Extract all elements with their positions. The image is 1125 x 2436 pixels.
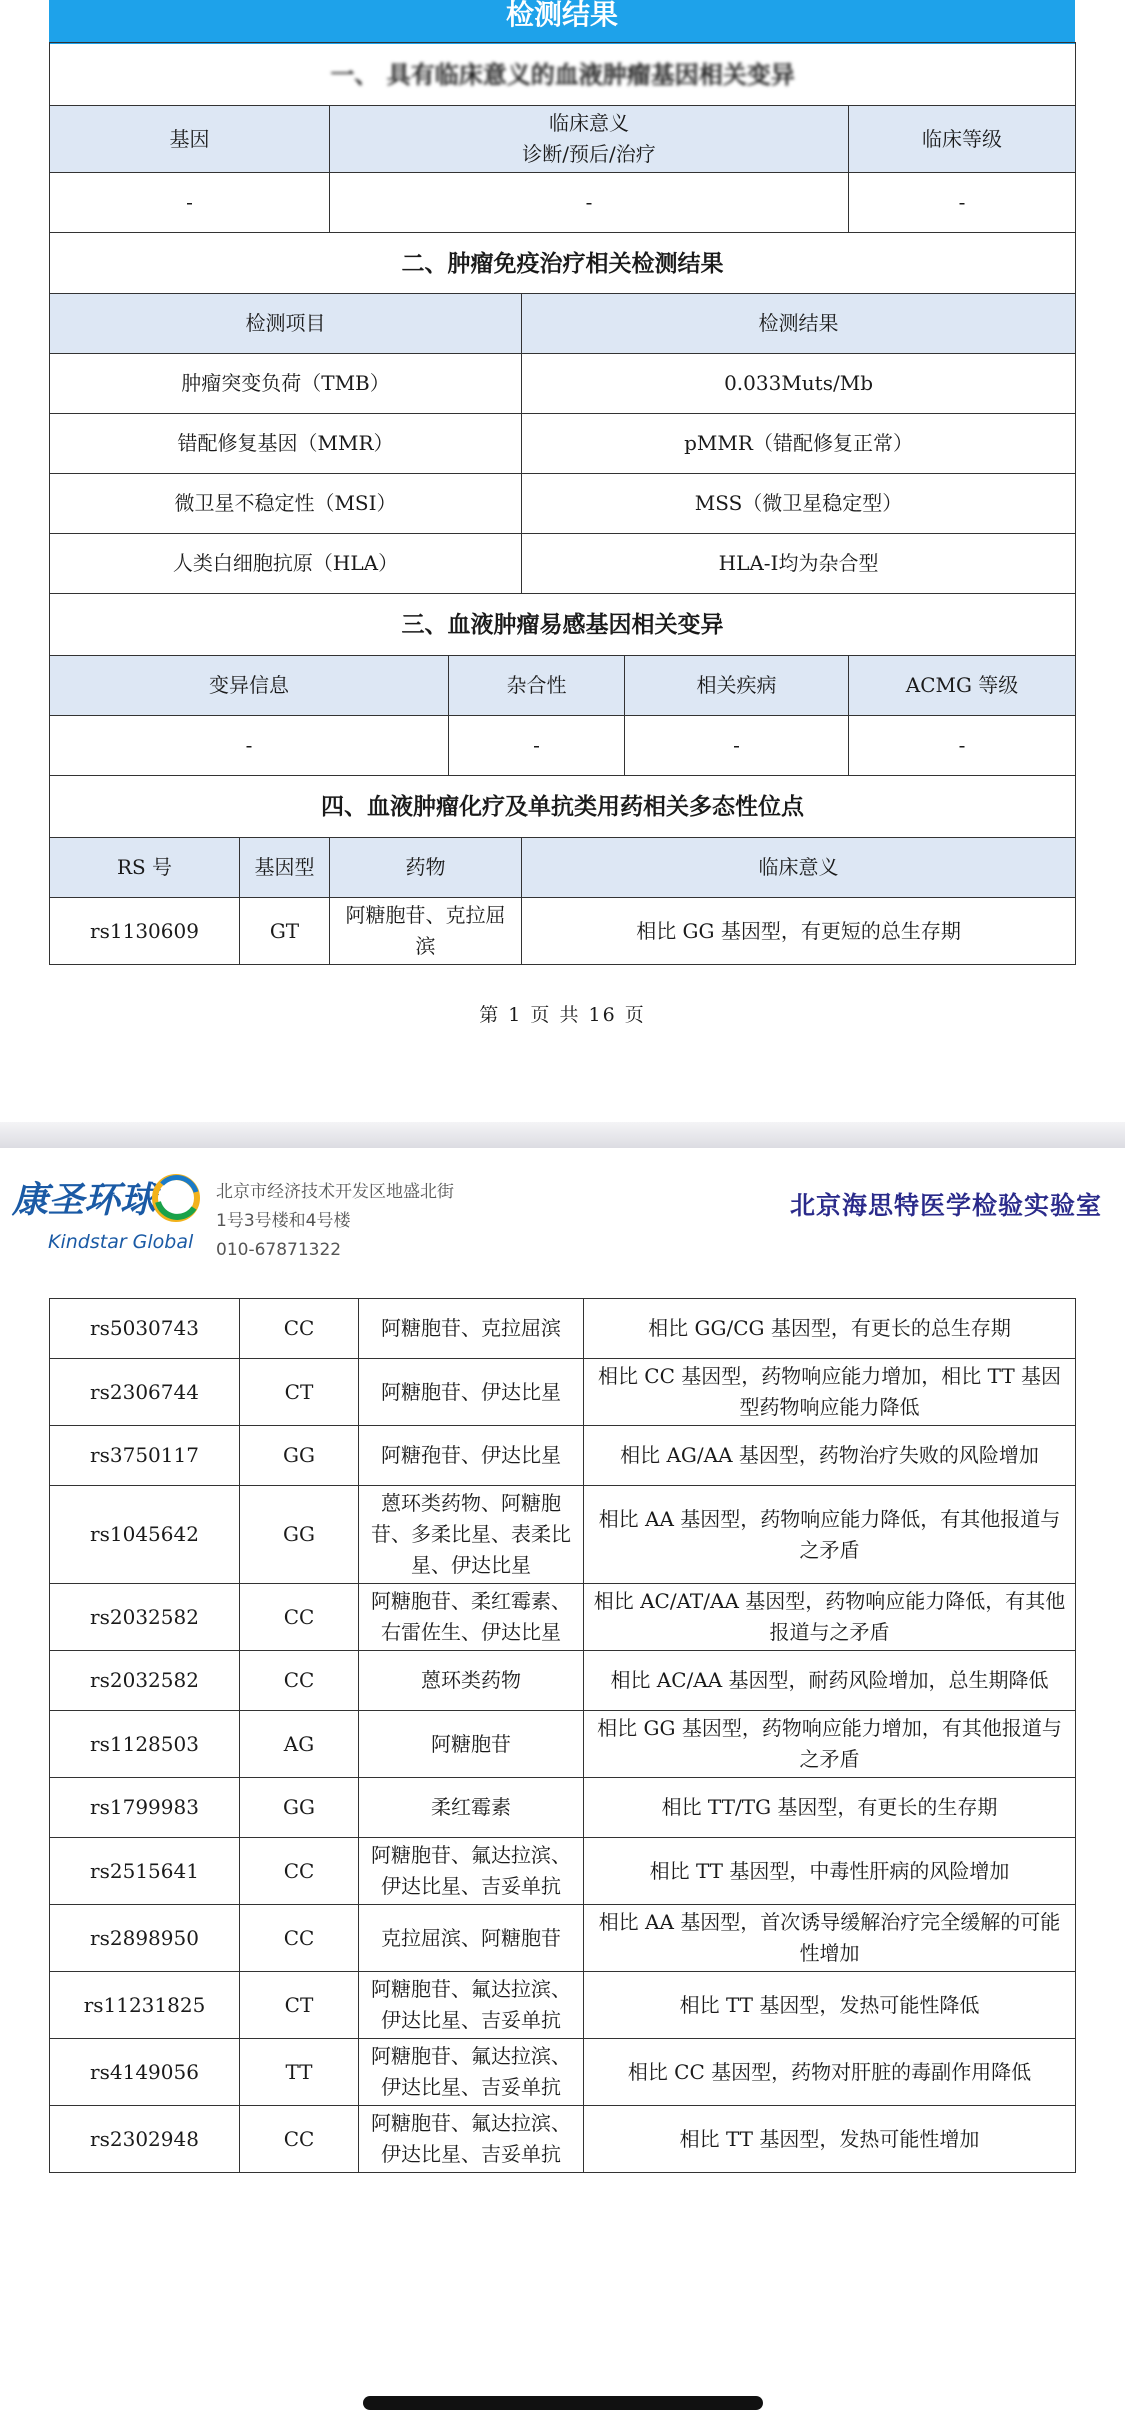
table-cell: 相比 AG/AA 基因型，药物治疗失败的风险增加 xyxy=(584,1426,1076,1486)
address-line-2: 1号3号楼和4号楼 xyxy=(216,1211,351,1231)
header-variant-info: 变异信息 xyxy=(50,656,449,716)
table-cell: 肿瘤突变负荷（TMB） xyxy=(50,354,522,414)
table-cell: 阿糖胞苷、氟达拉滨、伊达比星、吉妥单抗 xyxy=(359,1972,584,2039)
company-logo-icon xyxy=(150,1172,202,1224)
table-cell: 阿糖胞苷、柔红霉素、右雷佐生、伊达比星 xyxy=(359,1584,584,1651)
header-acmg-level: ACMG 等级 xyxy=(849,656,1076,716)
table-row xyxy=(50,1972,1076,2039)
header-clinical-significance-sub: 诊断/预后/治疗 xyxy=(522,142,656,166)
table-row xyxy=(50,1426,1076,1486)
table-cell: 阿糖胞苷 xyxy=(359,1711,584,1778)
section2-title: 二、肿瘤免疫治疗相关检测结果 xyxy=(50,233,1076,294)
lab-name: 北京海思特医学检验实验室 xyxy=(790,1191,1103,1220)
table-cell: rs2032582 xyxy=(50,1651,240,1711)
table-cell: 阿糖胞苷、氟达拉滨、伊达比星、吉妥单抗 xyxy=(359,1838,584,1905)
company-logo-english: Kindstar Global xyxy=(48,1231,194,1253)
table-cell: rs3750117 xyxy=(50,1426,240,1486)
table-row xyxy=(50,1359,1076,1426)
header-test-item: 检测项目 xyxy=(50,294,522,354)
table-cell: CC xyxy=(240,1299,359,1359)
table-cell: 相比 AA 基因型，首次诱导缓解治疗完全缓解的可能性增加 xyxy=(584,1905,1076,1972)
table-cell: 阿糖胞苷、氟达拉滨、伊达比星、吉妥单抗 xyxy=(359,2039,584,2106)
table-cell: 人类白细胞抗原（HLA） xyxy=(50,534,522,594)
polymorphism-table xyxy=(49,1298,1076,2173)
header-gene: 基因 xyxy=(50,106,330,173)
table-cell: - xyxy=(849,173,1076,233)
table-cell: rs1130609 xyxy=(50,898,240,965)
table-row xyxy=(50,1711,1076,1778)
table-cell: AG xyxy=(240,1711,359,1778)
table-cell: 错配修复基因（MMR） xyxy=(50,414,522,474)
header-related-disease: 相关疾病 xyxy=(625,656,849,716)
table-cell: rs2515641 xyxy=(50,1838,240,1905)
table-cell: rs1799983 xyxy=(50,1778,240,1838)
table-cell: rs2306744 xyxy=(50,1359,240,1426)
table-cell: GG xyxy=(240,1486,359,1584)
header-test-result: 检测结果 xyxy=(522,294,1076,354)
table-cell: 柔红霉素 xyxy=(359,1778,584,1838)
table-cell: 相比 TT 基因型，发热可能性增加 xyxy=(584,2106,1076,2173)
table-cell: 相比 GG 基因型，药物响应能力增加，有其他报道与之矛盾 xyxy=(584,1711,1076,1778)
header-zygosity: 杂合性 xyxy=(449,656,625,716)
table-cell: CT xyxy=(240,1359,359,1426)
table-row xyxy=(50,2106,1076,2173)
table-cell: 阿糖胞苷、伊达比星 xyxy=(359,1359,584,1426)
table-cell: - xyxy=(625,716,849,776)
table-cell: rs2032582 xyxy=(50,1584,240,1651)
results-banner: 检测结果 xyxy=(49,0,1075,44)
company-phone: 010-67871322 xyxy=(216,1240,342,1260)
table-row xyxy=(50,1299,1076,1359)
section3-title: 三、血液肿瘤易感基因相关变异 xyxy=(50,594,1076,656)
header-rs-number: RS 号 xyxy=(50,838,240,898)
table-cell: CC xyxy=(240,1838,359,1905)
section4-title: 四、血液肿瘤化疗及单抗类用药相关多态性位点 xyxy=(50,776,1076,838)
table-cell: 相比 AC/AA 基因型，耐药风险增加，总生期降低 xyxy=(584,1651,1076,1711)
header-drug: 药物 xyxy=(330,838,522,898)
table-cell: 相比 CC 基因型，药物对肝脏的毒副作用降低 xyxy=(584,2039,1076,2106)
table-cell: 蒽环类药物、阿糖胞苷、多柔比星、表柔比星、伊达比星 xyxy=(359,1486,584,1584)
company-logo-text: 康圣环球 xyxy=(12,1180,157,1221)
header-clinical-significance-label: 临床意义 xyxy=(549,111,629,135)
table-cell: - xyxy=(449,716,625,776)
table-cell: 相比 TT 基因型，中毒性肝病的风险增加 xyxy=(584,1838,1076,1905)
table-cell: 阿糖胞苷、克拉屈滨 xyxy=(359,1299,584,1359)
table-cell: - xyxy=(330,173,849,233)
table-cell: GT xyxy=(240,898,330,965)
table-cell: rs2302948 xyxy=(50,2106,240,2173)
table-cell: 相比 CC 基因型，药物响应能力增加，相比 TT 基因型药物响应能力降低 xyxy=(584,1359,1076,1426)
table-row xyxy=(50,1651,1076,1711)
table-cell: 阿糖胞苷、氟达拉滨、伊达比星、吉妥单抗 xyxy=(359,2106,584,2173)
header-genotype: 基因型 xyxy=(240,838,330,898)
table-row xyxy=(50,1838,1076,1905)
company-address xyxy=(216,1178,454,1265)
table-cell: 微卫星不稳定性（MSI） xyxy=(50,474,522,534)
table-row xyxy=(50,1778,1076,1838)
table-row xyxy=(50,1486,1076,1584)
table-cell: HLA-I均为杂合型 xyxy=(522,534,1076,594)
table-row xyxy=(50,1905,1076,1972)
table-cell: 蒽环类药物 xyxy=(359,1651,584,1711)
table-cell: pMMR（错配修复正常） xyxy=(522,414,1076,474)
table-cell: 阿糖胞苷、克拉屈滨 xyxy=(330,898,522,965)
table-cell: 相比 TT 基因型，发热可能性降低 xyxy=(584,1972,1076,2039)
table-cell: GG xyxy=(240,1778,359,1838)
table-cell: - xyxy=(849,716,1076,776)
table-cell: 相比 GG/CG 基因型，有更长的总生存期 xyxy=(584,1299,1076,1359)
table-cell: 相比 TT/TG 基因型，有更长的生存期 xyxy=(584,1778,1076,1838)
header-clinical-meaning: 临床意义 xyxy=(522,838,1076,898)
header-clinical-level: 临床等级 xyxy=(849,106,1076,173)
table-cell: GG xyxy=(240,1426,359,1486)
table-cell: 相比 AC/AT/AA 基因型，药物响应能力降低，有其他报道与之矛盾 xyxy=(584,1584,1076,1651)
table-row xyxy=(50,1584,1076,1651)
table-cell: rs11231825 xyxy=(50,1972,240,2039)
table-cell: 相比 AA 基因型，药物响应能力降低，有其他报道与之矛盾 xyxy=(584,1486,1076,1584)
address-line-1: 北京市经济技术开发区地盛北街 xyxy=(216,1182,454,1202)
table-cell: - xyxy=(50,716,449,776)
table-cell: 阿糖孢苷、伊达比星 xyxy=(359,1426,584,1486)
table-cell: TT xyxy=(240,2039,359,2106)
table-cell: CC xyxy=(240,2106,359,2173)
page-separator xyxy=(0,1122,1125,1148)
section1-title: 一、 具有临床意义的血液肿瘤基因相关变异 xyxy=(50,43,1076,106)
table-cell: MSS（微卫星稳定型） xyxy=(522,474,1076,534)
home-indicator[interactable] xyxy=(363,2396,763,2410)
page-number: 第 1 页 共 16 页 xyxy=(479,1004,646,1026)
table-cell: rs4149056 xyxy=(50,2039,240,2106)
table-cell: rs5030743 xyxy=(50,1299,240,1359)
table-cell: CC xyxy=(240,1905,359,1972)
results-table xyxy=(49,42,1076,965)
table-cell: rs1045642 xyxy=(50,1486,240,1584)
table-cell: 克拉屈滨、阿糖胞苷 xyxy=(359,1905,584,1972)
table-cell: CC xyxy=(240,1651,359,1711)
table-cell: CT xyxy=(240,1972,359,2039)
table-cell: CC xyxy=(240,1584,359,1651)
table-cell: rs1128503 xyxy=(50,1711,240,1778)
header-clinical-significance xyxy=(330,106,849,173)
table-cell: 0.033Muts/Mb xyxy=(522,354,1076,414)
table-cell: rs2898950 xyxy=(50,1905,240,1972)
table-cell: 相比 GG 基因型，有更短的总生存期 xyxy=(522,898,1076,965)
table-cell: - xyxy=(50,173,330,233)
table-row xyxy=(50,2039,1076,2106)
